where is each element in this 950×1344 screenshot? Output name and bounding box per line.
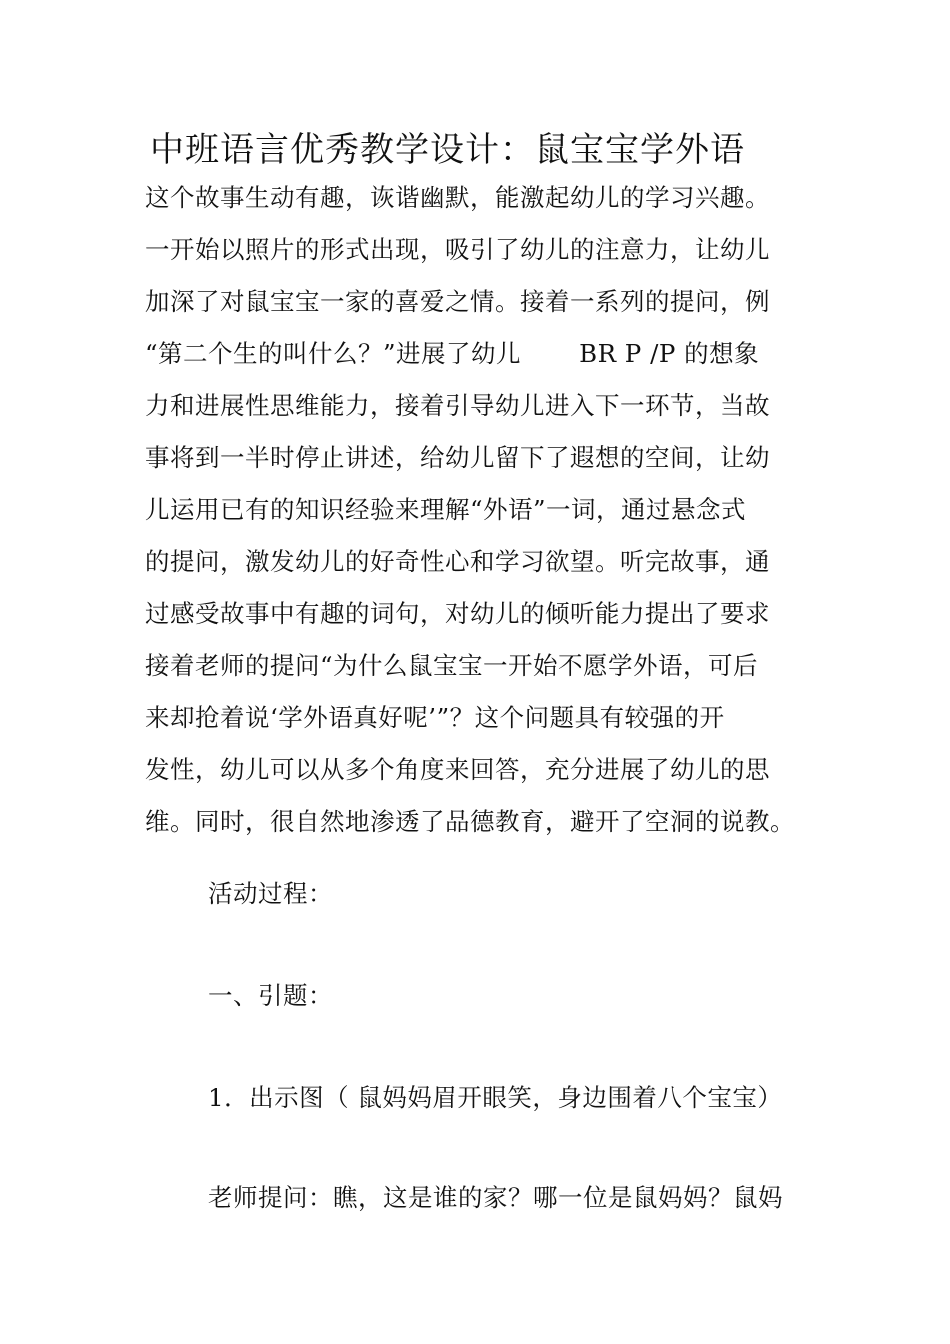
body-line: 过感受故事中有趣的词句，对幼儿的倾听能力提出了要求 [145,599,770,628]
body-line: 事将到一半时停止讲述，给幼儿留下了遐想的空间，让幼 [145,443,770,472]
body-line [145,338,810,370]
body-line: 一开始以照片的形式出现，吸引了幼儿的注意力，让幼儿 [145,235,770,264]
body-line: 加深了对鼠宝宝一家的喜爱之情。接着一系列的提问，例 [145,287,770,316]
list-item: 1．出示图（ 鼠妈妈眉开眼笑，身边围着八个宝宝） [208,1083,783,1112]
body-line: 的提问，激发幼儿的好奇性心和学习欲望。听完故事，通 [145,547,770,576]
body-line: 力和进展性思维能力，接着引导幼儿进入下一环节，当故 [145,391,770,420]
body-line: 发性，幼儿可以从多个角度来回答，充分进展了幼儿的思 [145,755,770,784]
section-heading: 活动过程： [208,879,333,908]
body-line: 维。同时，很自然地渗透了品德教育，避开了空洞的说教。 [145,807,795,836]
body-line: 接着老师的提问“为什么鼠宝宝一开始不愿学外语，可后 [145,651,759,680]
document-title: 中班语言优秀教学设计：鼠宝宝学外语 [150,130,745,170]
step-heading: 一、引题： [208,981,333,1010]
body-line: 儿运用已有的知识经验来理解“外语”一词，通过悬念式 [145,495,747,524]
body-line: 这个故事生动有趣，诙谐幽默，能激起幼儿的学习兴趣。 [145,183,770,212]
teacher-question: 老师提问：瞧，这是谁的家？哪一位是鼠妈妈？鼠妈 [208,1183,783,1212]
body-line-text: “第二个生的叫什么？”进展了幼儿 [145,339,522,368]
body-line-tail: BR P /P 的想象 [579,339,760,368]
body-line: 来却抢着说‘学外语真好呢’”？这个问题具有较强的开 [145,703,725,732]
